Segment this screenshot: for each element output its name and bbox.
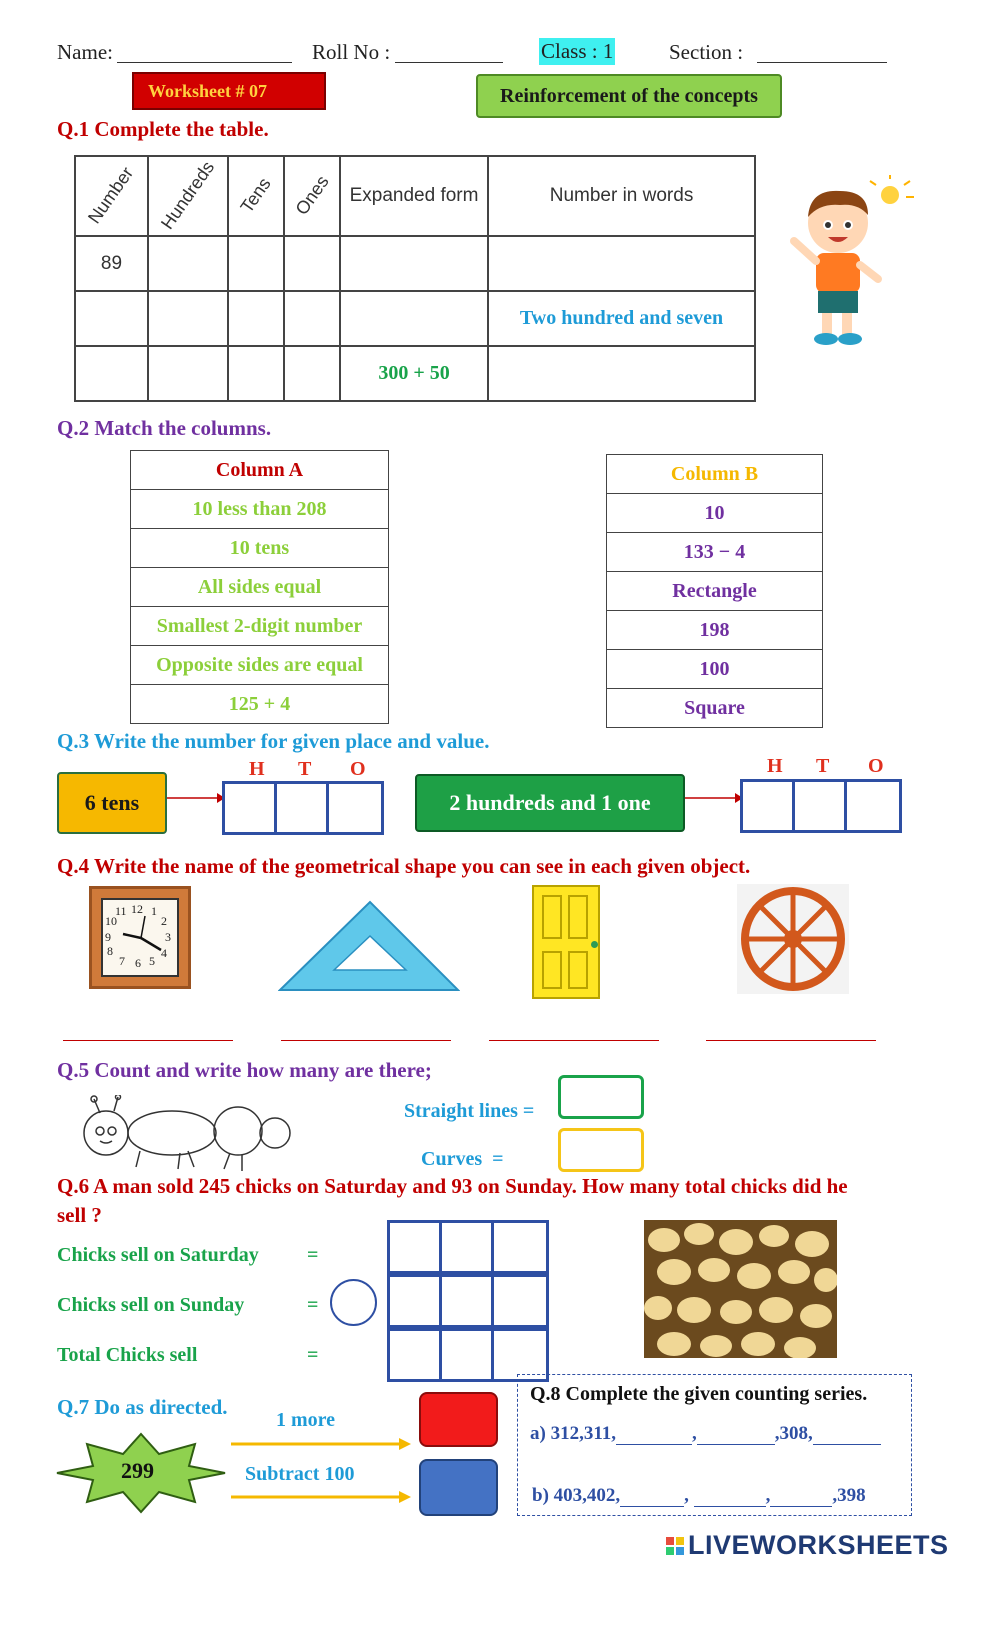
sunday-answer-boxes[interactable] (387, 1274, 549, 1328)
column-b-item[interactable]: Square (607, 689, 823, 728)
total-label: Total Chicks sell (57, 1344, 198, 1366)
section-label: Section : (669, 40, 744, 64)
column-a-table (130, 450, 389, 724)
cell-words-given: Two hundred and seven (488, 291, 755, 346)
arrow-icon (167, 790, 225, 806)
column-b-table (606, 454, 823, 728)
answer-line-door[interactable] (489, 1040, 659, 1041)
name-blank[interactable] (117, 62, 292, 63)
header-hundreds: Hundreds (148, 156, 228, 236)
column-a-item[interactable]: 10 tens (131, 529, 389, 568)
op-1-more-label: 1 more (276, 1409, 336, 1431)
header-expanded-form: Expanded form (340, 156, 488, 236)
logo-icon (666, 1537, 684, 1555)
set-square-picture (278, 900, 460, 992)
arrow-icon (231, 1436, 411, 1452)
column-b-header: Column B (607, 455, 823, 494)
liveworksheets-logo (666, 1530, 949, 1561)
straight-lines-answer-box[interactable] (558, 1075, 644, 1119)
column-a-item[interactable]: 10 less than 208 (131, 490, 389, 529)
q4-title: Q.4 Write the name of the geometrical shape you can see in each given object. (57, 854, 751, 878)
scroll-2-hundreds-1-one (415, 774, 685, 832)
answer-cell[interactable] (488, 346, 755, 401)
series-b-blank[interactable] (770, 1506, 832, 1507)
op-subtract-label: Subtract 100 (245, 1463, 355, 1485)
q8-title: Q.8 Complete the given counting series. (530, 1383, 868, 1405)
answer-cell[interactable] (284, 291, 340, 346)
boy-thinking-illustration (780, 175, 920, 350)
curves-label: Curves = (421, 1148, 504, 1170)
q5-title: Q.5 Count and write how many are there; (57, 1058, 432, 1082)
column-b-item[interactable]: 198 (607, 611, 823, 650)
answer-line-clock[interactable] (63, 1040, 233, 1041)
lightbulb-icon (870, 175, 914, 204)
topic-badge (476, 74, 782, 118)
series-a: a) 312,311, , ,308, (530, 1423, 881, 1445)
series-b-blank[interactable] (694, 1506, 766, 1507)
star-value: 299 (121, 1458, 154, 1483)
door-picture (532, 885, 600, 999)
q3-title: Q.3 Write the number for given place and value. (57, 729, 490, 753)
answer-cell[interactable] (340, 236, 488, 291)
curves-answer-box[interactable] (558, 1128, 644, 1172)
column-a-item[interactable]: 125 + 4 (131, 685, 389, 724)
brand-text: LIVEWORKSHEETS (688, 1530, 949, 1560)
series-b-end: ,398 (832, 1485, 866, 1506)
column-a-header: Column A (131, 451, 389, 490)
column-b-item[interactable]: 10 (607, 494, 823, 533)
roll-blank[interactable] (395, 62, 503, 63)
cell-number-89: 89 (75, 236, 148, 291)
series-a-blank[interactable] (697, 1444, 775, 1445)
answer-cell[interactable] (148, 236, 228, 291)
answer-box-subtract[interactable] (419, 1459, 498, 1516)
equals-sign: = (307, 1244, 319, 1266)
answer-cell[interactable] (284, 346, 340, 401)
worksheet-label: Worksheet # 07 (148, 80, 267, 101)
column-b-item[interactable]: Rectangle (607, 572, 823, 611)
sunday-label: Chicks sell on Sunday (57, 1294, 245, 1316)
column-a-item[interactable]: All sides equal (131, 568, 389, 607)
header-number-in-words: Number in words (488, 156, 755, 236)
ant-drawing (80, 1095, 292, 1175)
q6-title-line2: sell ? (57, 1203, 102, 1227)
equals-sign: = (307, 1344, 319, 1366)
q8-panel (517, 1374, 912, 1516)
series-a-start: a) 312,311, (530, 1423, 617, 1444)
q6-title-line1: Q.6 A man sold 245 chicks on Saturday and 93 on Sunday. How many total chicks did he (57, 1174, 848, 1198)
wheel-picture (737, 884, 849, 994)
header-ones: Ones (284, 156, 340, 236)
answer-box-1-more[interactable] (419, 1392, 498, 1447)
name-label: Name: (57, 40, 113, 64)
series-a-blank[interactable] (616, 1444, 692, 1445)
answer-line-wheel[interactable] (706, 1040, 876, 1041)
answer-cell[interactable] (340, 291, 488, 346)
answer-cell[interactable] (148, 346, 228, 401)
column-a-item[interactable]: Opposite sides are equal (131, 646, 389, 685)
answer-cell[interactable] (75, 291, 148, 346)
header-number: Number (75, 156, 148, 236)
chicks-photo (644, 1220, 837, 1358)
answer-line-triangle[interactable] (281, 1040, 451, 1041)
worksheet-badge (132, 72, 326, 110)
place-value-table (74, 155, 756, 402)
operator-circle-input[interactable] (330, 1279, 377, 1326)
answer-cell[interactable] (228, 236, 284, 291)
answer-cell[interactable] (228, 291, 284, 346)
clock-face: 12 1 2 3 4 5 6 7 8 9 10 11 (101, 898, 179, 977)
answer-cell[interactable] (488, 236, 755, 291)
column-a-item[interactable]: Smallest 2-digit number (131, 607, 389, 646)
answer-boxes-6-tens[interactable] (222, 781, 384, 835)
scroll-6-tens (57, 772, 167, 834)
answer-cell[interactable] (228, 346, 284, 401)
arrow-icon (685, 790, 743, 806)
clock-hands (103, 900, 179, 976)
class-label: Class : 1 (541, 39, 614, 63)
scroll-6-tens-label: 6 tens (84, 790, 140, 815)
q2-title: Q.2 Match the columns. (57, 416, 272, 440)
straight-lines-label: Straight lines = (404, 1100, 535, 1122)
equals-sign: = (307, 1294, 319, 1316)
topic-label: Reinforcement of the concepts (500, 84, 758, 107)
series-a-mid: ,308, (774, 1423, 813, 1444)
answer-cell[interactable] (148, 291, 228, 346)
series-b: b) 403,402, , , ,398 (532, 1485, 866, 1506)
arrow-icon (231, 1489, 411, 1505)
saturday-answer-boxes[interactable] (387, 1220, 549, 1274)
q7-title: Q.7 Do as directed. (57, 1395, 228, 1419)
series-a-blank[interactable] (813, 1444, 881, 1445)
answer-cell[interactable] (284, 236, 340, 291)
column-b-item[interactable]: 100 (607, 650, 823, 689)
answer-cell[interactable] (75, 346, 148, 401)
column-b-item[interactable]: 133 − 4 (607, 533, 823, 572)
saturday-label: Chicks sell on Saturday (57, 1244, 259, 1266)
answer-boxes-2-hundreds[interactable] (740, 779, 902, 833)
q1-title: Q.1 Complete the table. (57, 117, 269, 141)
section-blank[interactable] (757, 62, 887, 63)
series-b-start: b) 403,402, (532, 1485, 621, 1506)
clock-picture (89, 886, 191, 989)
roll-label: Roll No : (312, 40, 391, 64)
cell-expanded-given: 300 + 50 (340, 346, 488, 401)
header-row (57, 40, 957, 70)
series-b-blank[interactable] (620, 1506, 684, 1507)
scroll-2-hundreds-label: 2 hundreds and 1 one (449, 790, 651, 815)
header-tens: Tens (228, 156, 284, 236)
